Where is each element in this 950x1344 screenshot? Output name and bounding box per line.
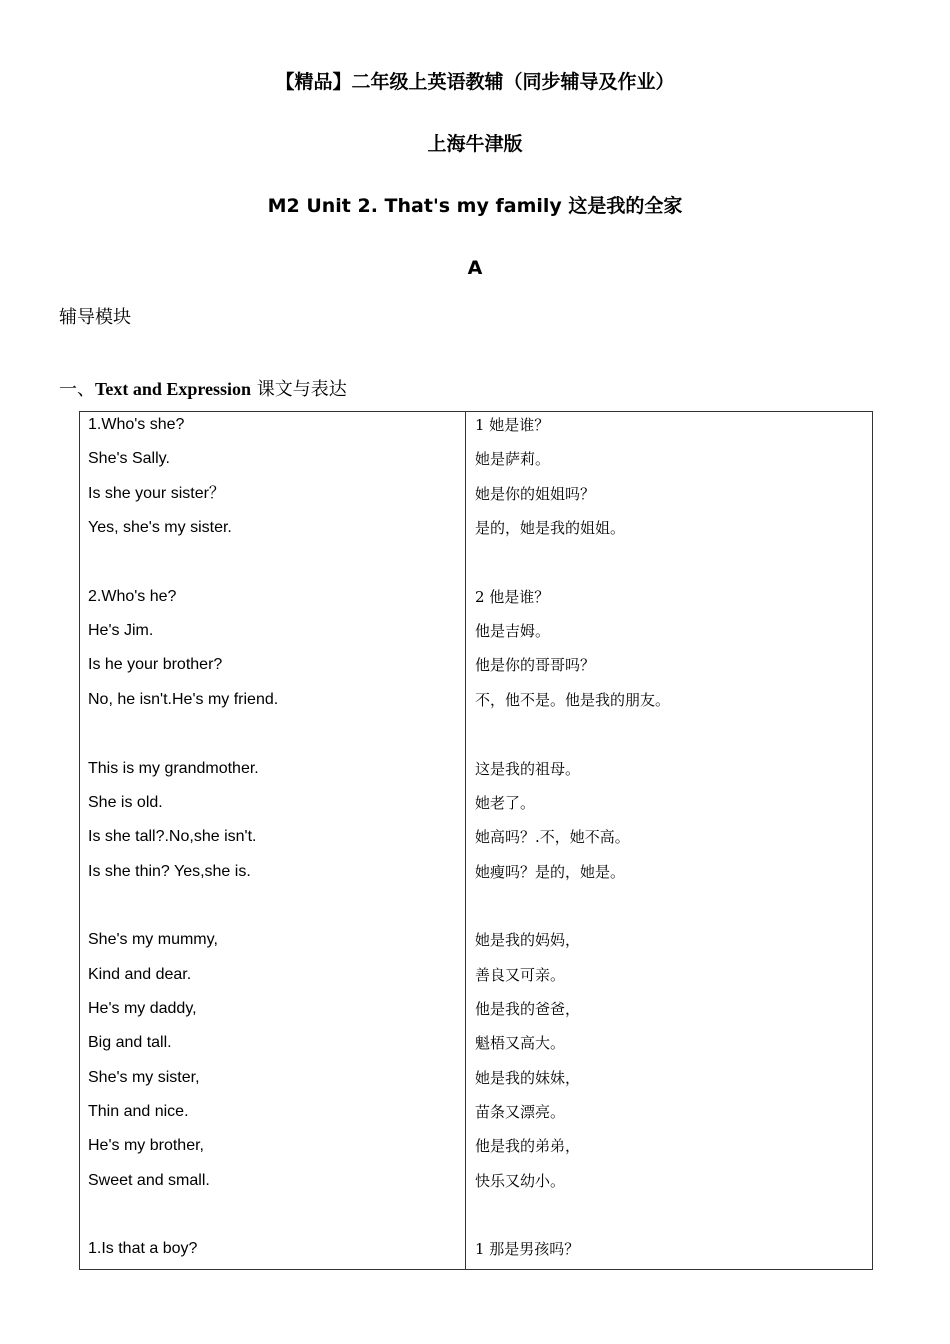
english-line: Yes, she's my sister. — [88, 519, 232, 537]
chinese-line: 她瘦吗？是的，她是。 — [475, 862, 626, 881]
text-expression-table — [79, 411, 873, 1270]
chinese-line: 他是我的弟弟， — [475, 1137, 581, 1156]
section-heading-prefix: 一、 — [59, 379, 95, 400]
chinese-line: 不，他不是。他是我的朋友。 — [475, 690, 671, 709]
english-line: He's my daddy, — [88, 999, 197, 1017]
column-divider — [465, 412, 466, 1269]
section-heading — [59, 377, 347, 402]
english-line: She is old. — [88, 793, 163, 811]
section-heading-title-zh: 课文与表达 — [251, 379, 347, 400]
chinese-line: 快乐又幼小。 — [475, 1171, 566, 1190]
english-line: 1.Who's she? — [88, 416, 185, 433]
english-line: Is she your sister？ — [88, 484, 225, 502]
english-line: No, he isn't.He's my friend. — [88, 690, 279, 708]
unit-title: M2 Unit 2. That's my family 这是我的全家 — [267, 195, 683, 217]
english-line: Is she tall?.No,she isn't. — [88, 828, 257, 846]
chinese-line: 善良又可亲。 — [475, 965, 566, 984]
english-line: She's my mummy, — [88, 931, 218, 949]
chinese-line: 2 他是谁？ — [475, 587, 550, 606]
english-line: Is he your brother? — [88, 656, 223, 674]
module-label: 辅导模块 — [59, 307, 131, 328]
chinese-line: 她是我的妹妹， — [475, 1068, 581, 1087]
english-line: Is she thin? Yes,she is. — [88, 862, 251, 880]
edition-label: 上海牛津版 — [427, 133, 523, 155]
english-line: She's Sally. — [88, 450, 170, 468]
chinese-line: 1 她是谁？ — [475, 416, 550, 434]
chinese-line: 他是你的哥哥吗？ — [475, 656, 596, 675]
english-line: 2.Who's he? — [88, 587, 177, 605]
chinese-line: 他是吉姆。 — [475, 622, 551, 641]
english-line: Thin and nice. — [88, 1103, 189, 1120]
english-line: This is my grandmother. — [88, 759, 259, 777]
chinese-line: 这是我的祖母。 — [475, 759, 581, 778]
chinese-line: 他是我的爸爸， — [475, 999, 581, 1018]
english-line: Big and tall. — [88, 1034, 172, 1052]
section-letter: A — [467, 257, 483, 279]
english-line: He's Jim. — [88, 622, 154, 640]
chinese-line: 她老了。 — [475, 793, 536, 812]
english-line: Sweet and small. — [88, 1171, 210, 1189]
chinese-line: 苗条又漂亮。 — [475, 1103, 566, 1121]
section-heading-title-en: Text and Expression — [95, 379, 252, 399]
english-line: 1.Is that a boy? — [88, 1240, 198, 1258]
english-line: Kind and dear. — [88, 965, 192, 983]
chinese-line: 她是你的姐姐吗？ — [475, 484, 596, 503]
chinese-line: 魁梧又高大。 — [475, 1034, 566, 1053]
chinese-line: 1 那是男孩吗？ — [475, 1240, 580, 1259]
chinese-line: 是的，她是我的姐姐。 — [475, 519, 626, 538]
document-title: 【精品】二年级上英语教辅（同步辅导及作业） — [275, 71, 675, 93]
chinese-line: 她是萨莉。 — [475, 450, 551, 469]
english-line: She's my sister, — [88, 1068, 200, 1086]
chinese-line: 她是我的妈妈， — [475, 931, 581, 950]
english-line: He's my brother, — [88, 1137, 204, 1155]
chinese-line: 她高吗？.不，她不高。 — [475, 828, 630, 847]
